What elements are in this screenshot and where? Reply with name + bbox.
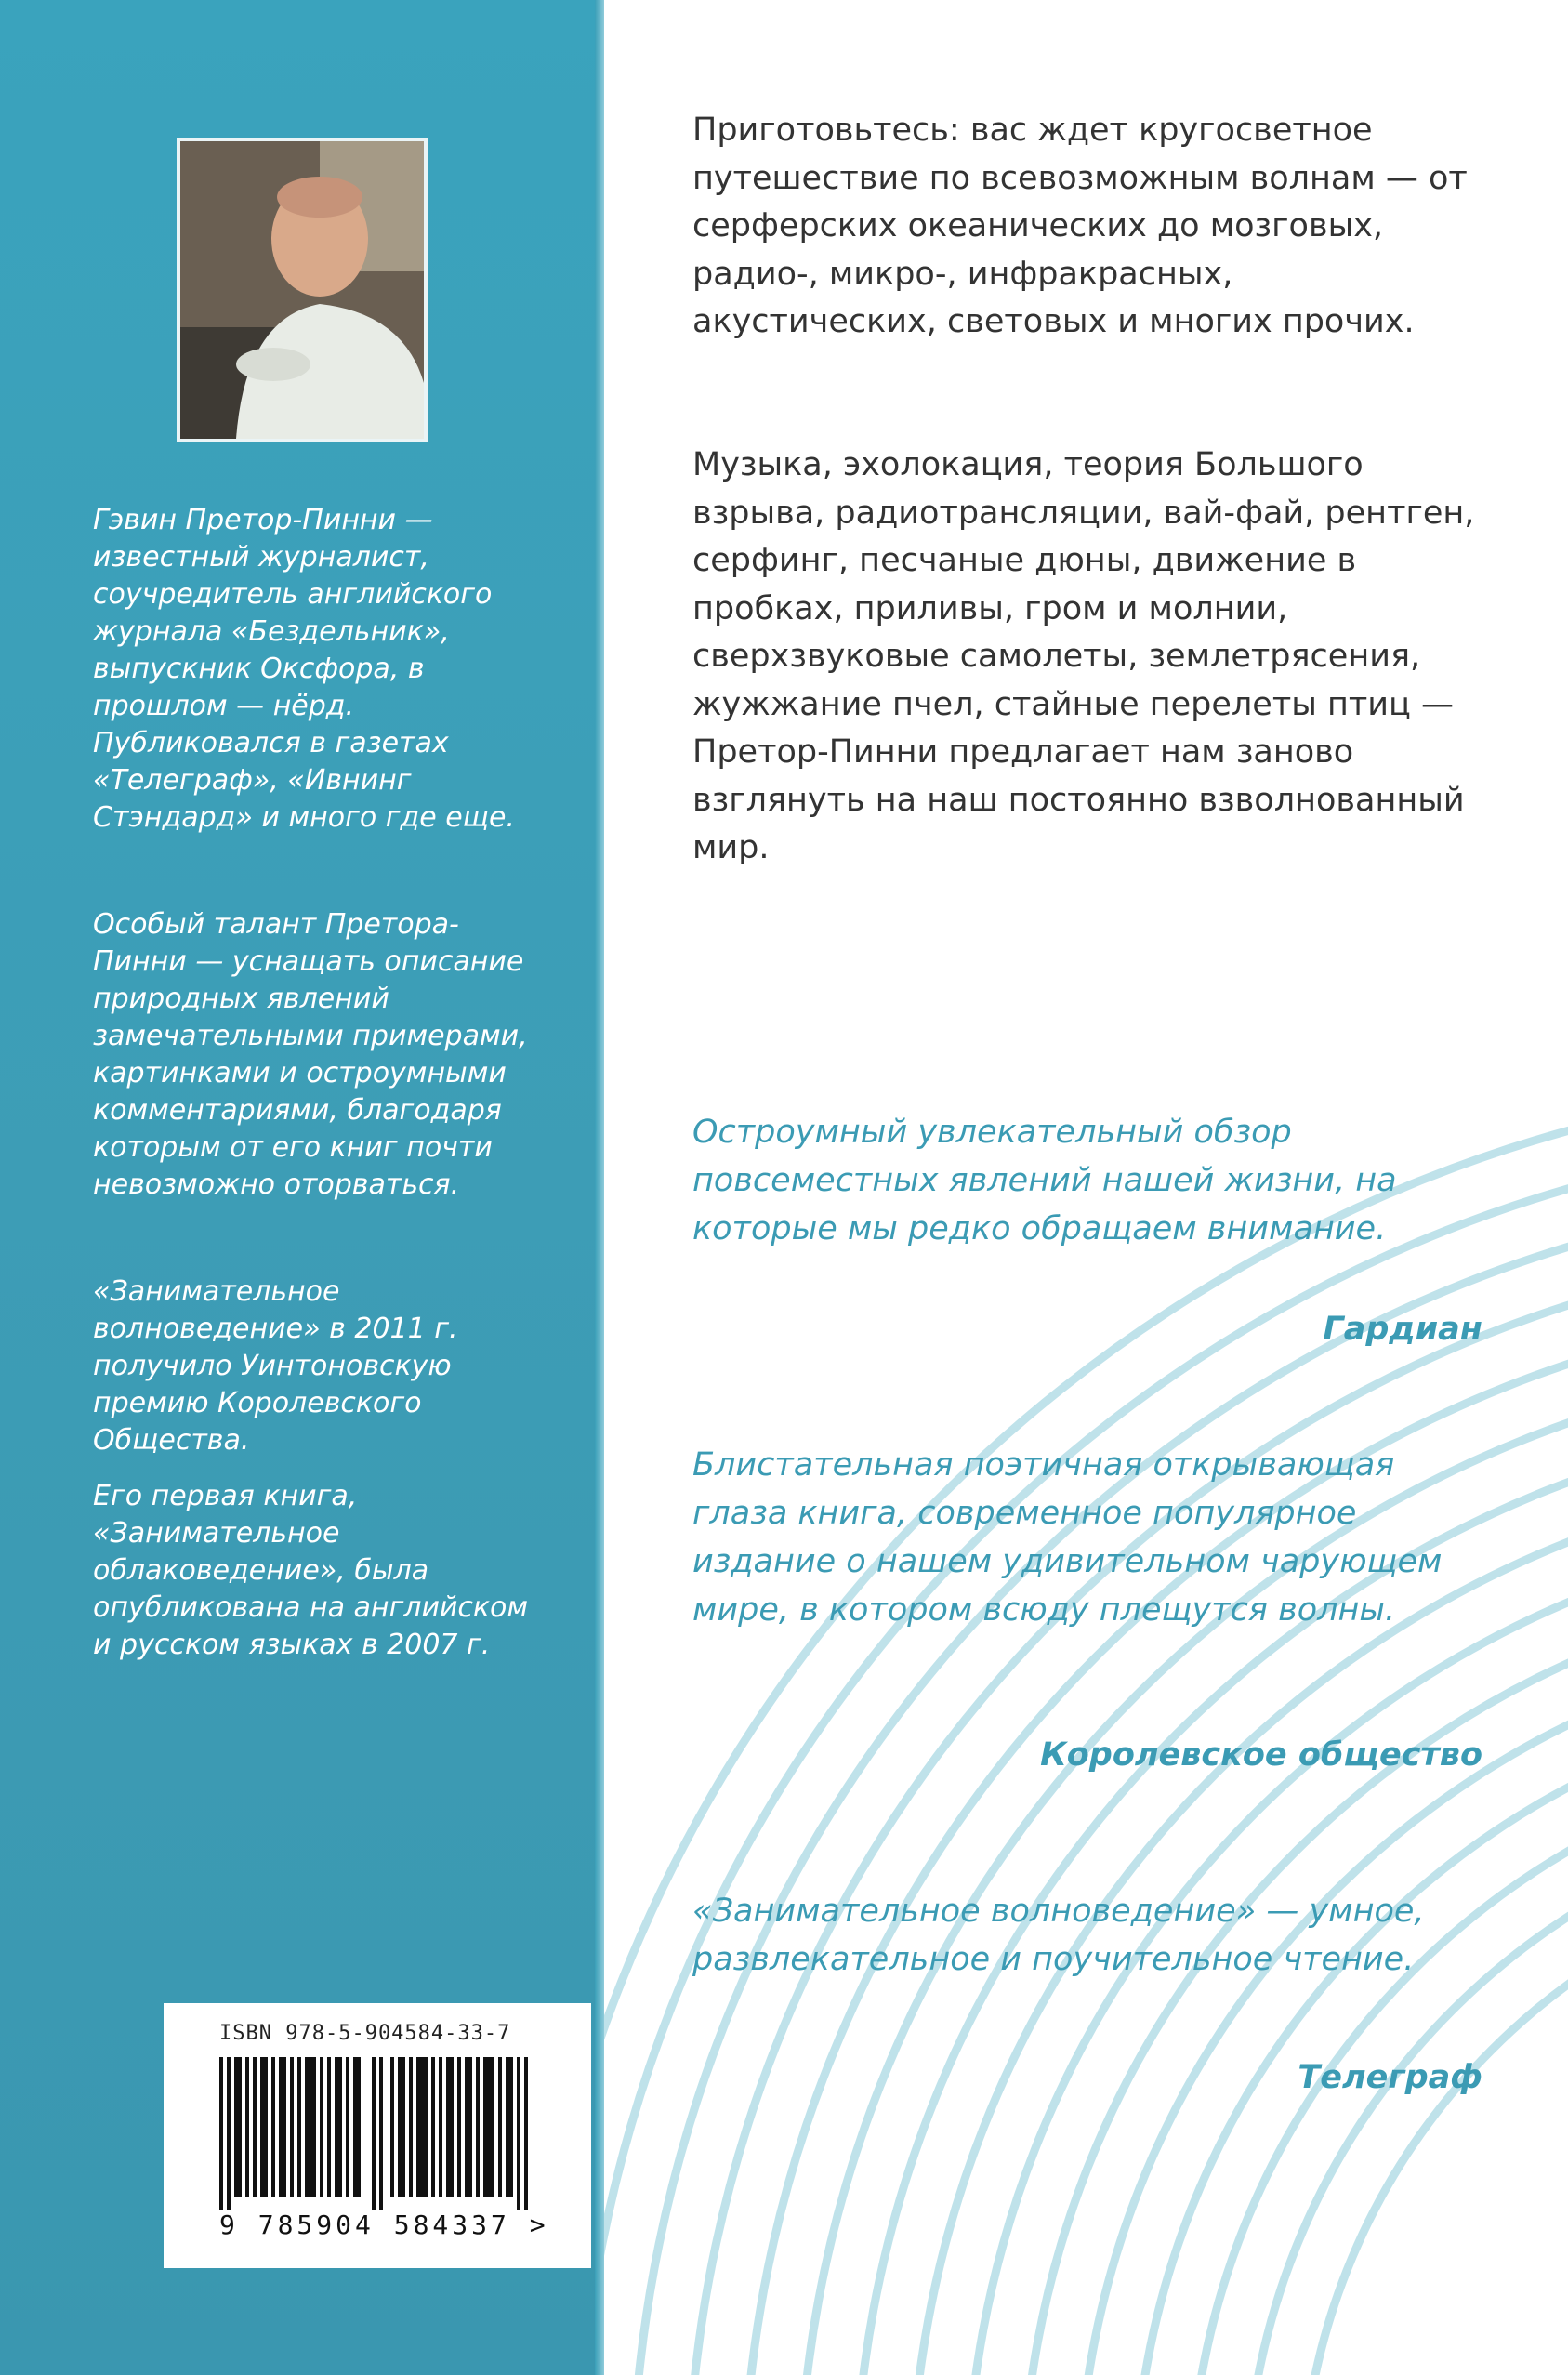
review-source-1: Гардиан: [1323, 1311, 1482, 1348]
review-quote-1: Остроумный увлекательный обзор повсеместных явлений нашей жизни, на которые мы редко обращаем внимание.: [692, 1114, 1397, 1247]
panel-edge: [595, 0, 604, 2375]
review-source-2: Королевское общество: [1040, 1736, 1482, 1774]
bio-paragraph-3: «Занимательное волноведение» в 2011 г. получило Уинтоновскую премию Королевского Общества.: [93, 1275, 458, 1457]
isbn-number: ISBN 978-5-904584-33-7: [219, 2022, 511, 2045]
bio-paragraph-2: Особый талант Претора-Пинни — уснащать описание природных явлений замечательными примерами, картинками и остроумными комментариями, благодаря которым от его книг почти невозможно оторваться.: [93, 908, 528, 1201]
barcode-digits: 9 785904 584337 >: [219, 2210, 549, 2240]
barcode-label: [164, 2003, 591, 2268]
description-paragraph-1: Приготовьтесь: вас ждет кругосветное путешествие по всевозможным волнам — от серферских океанических до мозговых, радио-, микро-, инфракрасных, акустических, световых и многих прочих.: [692, 112, 1468, 340]
author-photo: [177, 138, 428, 442]
description-paragraph-2: Музыка, эхолокация, теория Большого взрыва, радиотрансляции, вай-фай, рентген, серфинг, песчаные дюны, движение в пробках, приливы, гром и молнии, сверхзвуковые самолеты, землетрясения, жужжание пчел, стайные перелеты птиц — Претор-Пинни предлагает нам заново взглянуть на наш постоянно взволнованный мир.: [692, 446, 1475, 866]
bio-paragraph-1: Гэвин Претор-Пинни — известный журналист, соучредитель английского журнала «Бездельник», выпускник Оксфора, в прошлом — нёрд. Публиковался в газетах «Телеграф», «Ивнинг Стэндард» и много где еще.: [93, 504, 515, 834]
barcode-bars: [219, 2057, 535, 2210]
review-source-3: Телеграф: [1298, 2059, 1482, 2096]
bio-paragraph-4: Его первая книга, «Занимательное облаковедение», была опубликована на английском и русском языках в 2007 г.: [93, 1480, 529, 1661]
review-quote-2: Блистательная поэтичная открывающая глаза книга, современное популярное издание о нашем удивительном чарующем мире, в котором всюду плещутся волны.: [692, 1446, 1443, 1629]
review-quote-3: «Занимательное волноведение» — умное, развлекательное и поучительное чтение.: [692, 1893, 1425, 1978]
